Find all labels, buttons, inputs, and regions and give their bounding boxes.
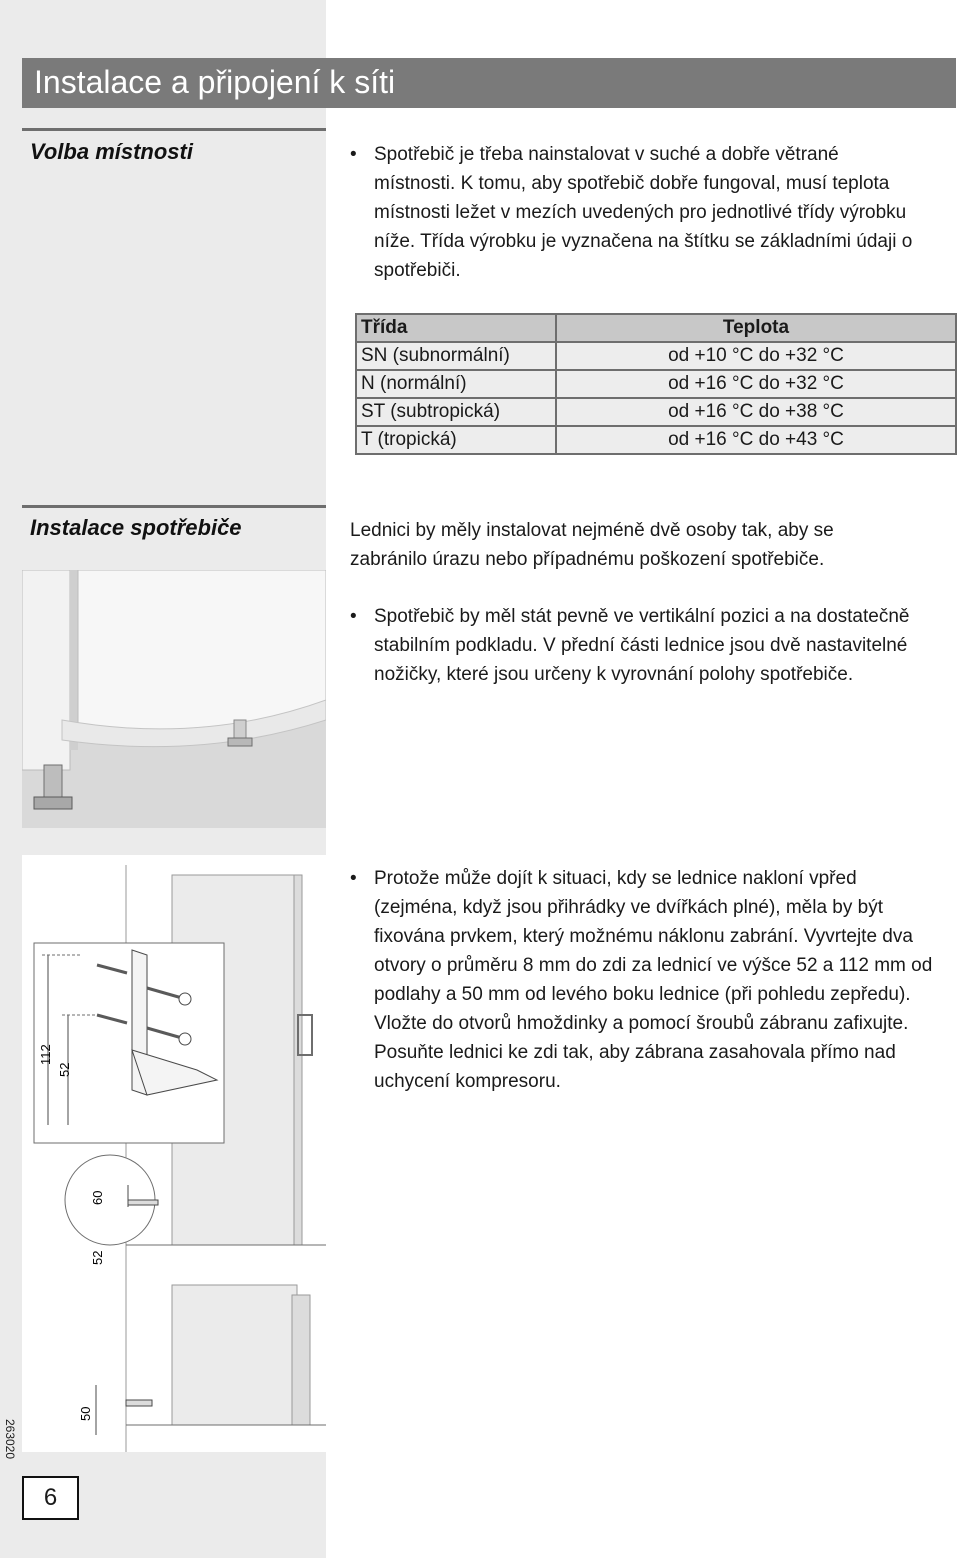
dimension-label-52: 52 [57, 1062, 72, 1077]
bullet-dot: • [350, 868, 357, 889]
table-row [356, 342, 956, 370]
section-divider [22, 505, 326, 508]
bullet-dot: • [350, 606, 357, 627]
table-cell-class: ST (subtropická) [356, 398, 556, 426]
class-temperature-table [355, 313, 957, 455]
table-cell-class: T (tropická) [356, 426, 556, 454]
table-header-temperature: Teplota [556, 314, 956, 342]
anti-tilt-bracket-illustration [22, 855, 326, 1452]
bullet-room [350, 140, 925, 285]
table-row [356, 398, 956, 426]
table-cell-class: N (normální) [356, 370, 556, 398]
page-title-bar [22, 58, 956, 108]
table-cell-temperature: od +16 °C do +43 °C [556, 426, 956, 454]
table-cell-temperature: od +16 °C do +38 °C [556, 398, 956, 426]
table-header-class: Třída [356, 314, 556, 342]
page-number: 6 [22, 1476, 79, 1520]
dimension-label-52b: 52 [90, 1250, 105, 1265]
dimension-label-112: 112 [38, 1044, 53, 1065]
page-title: Instalace a připojení k síti [34, 64, 396, 100]
fridge-feet-illustration [22, 570, 326, 828]
bullet-dot: • [350, 144, 357, 165]
bullet-anchor-text: Protože může dojít k situaci, kdy se lednice nakloní vpřed (zejména, když jsou přihrádky ve dvířkách plné), měla by být fixována prvkem, který možnému náklonu zabrání. Vyvrtejte dva otvory o průměru 8 mm do zdi za lednicí ve výšce 52 a 112 mm od podlahy a 50 mm od levého boku lednice (při pohledu zepředu). Vložte do otvorů hmoždinky a pomocí šroubů zábranu zafixujte. Posuňte lednici ke zdi tak, aby zábrana zasahovala přímo nad uchycení kompresoru. [374, 868, 933, 1092]
section-heading-install: Instalace spotřebiče [30, 515, 242, 540]
table-cell-temperature: od +16 °C do +32 °C [556, 370, 956, 398]
table-row [356, 370, 956, 398]
dimension-label-50: 50 [78, 1406, 93, 1421]
document-code: 263020 [3, 1418, 17, 1460]
table-header-row [356, 314, 956, 342]
table-cell-class: SN (subnormální) [356, 342, 556, 370]
bullet-anchor [350, 864, 940, 1096]
install-intro: Lednici by měly instalovat nejméně dvě osoby tak, aby se zabránilo úrazu nebo případnému poškození spotřebiče. [350, 520, 834, 570]
section-divider [22, 128, 326, 131]
table-cell-temperature: od +10 °C do +32 °C [556, 342, 956, 370]
dimension-label-60: 60 [90, 1190, 105, 1205]
bullet-feet [350, 602, 955, 689]
section-heading-room: Volba místnosti [30, 139, 193, 164]
table-row [356, 426, 956, 454]
bullet-room-text: Spotřebič je třeba nainstalovat v suché a dobře větrané místnosti. K tomu, aby spotřebič dobře fungoval, musí teplota místnosti ležet v mezích uvedených pro jednotlivé třídy výrobku níže. Třída výrobku je vyznačena na štítku se základními údaji o spotřebiči. [374, 144, 913, 281]
bullet-feet-text: Spotřebič by měl stát pevně ve vertikální pozici a na dostatečně stabilním podkladu. V přední části lednice jsou dvě nastavitelné nožičky, které jsou určeny k vyrovnání polohy spotřebiče. [374, 606, 910, 685]
